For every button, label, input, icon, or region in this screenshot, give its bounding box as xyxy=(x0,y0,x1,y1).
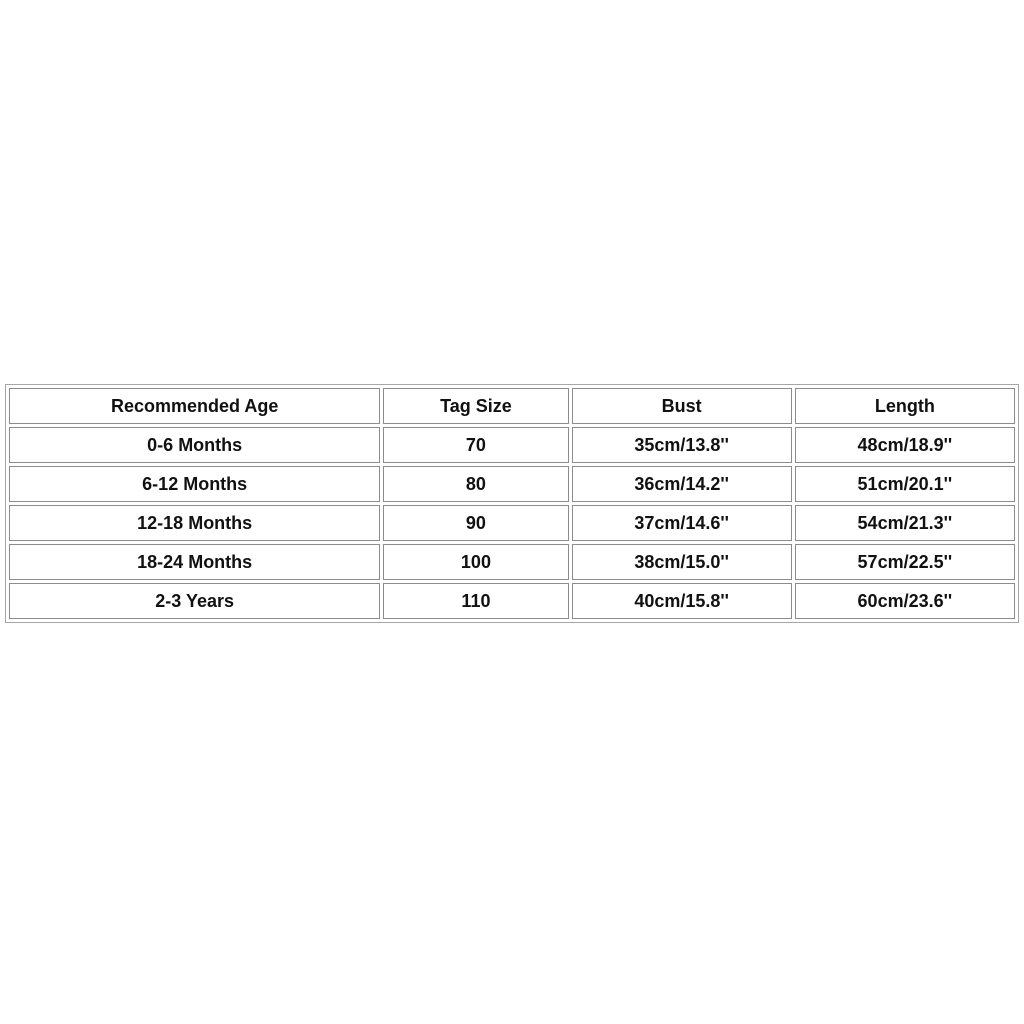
table-row xyxy=(9,583,1015,619)
cell-age: 12-18 Months xyxy=(9,505,380,541)
cell-bust: 40cm/15.8'' xyxy=(572,583,792,619)
cell-tag-size: 110 xyxy=(383,583,568,619)
cell-age: 6-12 Months xyxy=(9,466,380,502)
cell-tag-size: 80 xyxy=(383,466,568,502)
cell-bust: 36cm/14.2'' xyxy=(572,466,792,502)
size-chart-table xyxy=(5,384,1019,623)
cell-tag-size: 90 xyxy=(383,505,568,541)
header-bust: Bust xyxy=(572,388,792,424)
cell-bust: 38cm/15.0'' xyxy=(572,544,792,580)
cell-age: 18-24 Months xyxy=(9,544,380,580)
table-row xyxy=(9,466,1015,502)
cell-length: 57cm/22.5'' xyxy=(795,544,1015,580)
header-recommended-age: Recommended Age xyxy=(9,388,380,424)
cell-age: 0-6 Months xyxy=(9,427,380,463)
cell-bust: 37cm/14.6'' xyxy=(572,505,792,541)
table-row xyxy=(9,427,1015,463)
cell-length: 54cm/21.3'' xyxy=(795,505,1015,541)
cell-tag-size: 100 xyxy=(383,544,568,580)
header-length: Length xyxy=(795,388,1015,424)
cell-length: 48cm/18.9'' xyxy=(795,427,1015,463)
cell-length: 60cm/23.6'' xyxy=(795,583,1015,619)
cell-tag-size: 70 xyxy=(383,427,568,463)
table-row xyxy=(9,505,1015,541)
cell-age: 2-3 Years xyxy=(9,583,380,619)
cell-length: 51cm/20.1'' xyxy=(795,466,1015,502)
table-header-row xyxy=(9,388,1015,424)
table-row xyxy=(9,544,1015,580)
cell-bust: 35cm/13.8'' xyxy=(572,427,792,463)
header-tag-size: Tag Size xyxy=(383,388,568,424)
